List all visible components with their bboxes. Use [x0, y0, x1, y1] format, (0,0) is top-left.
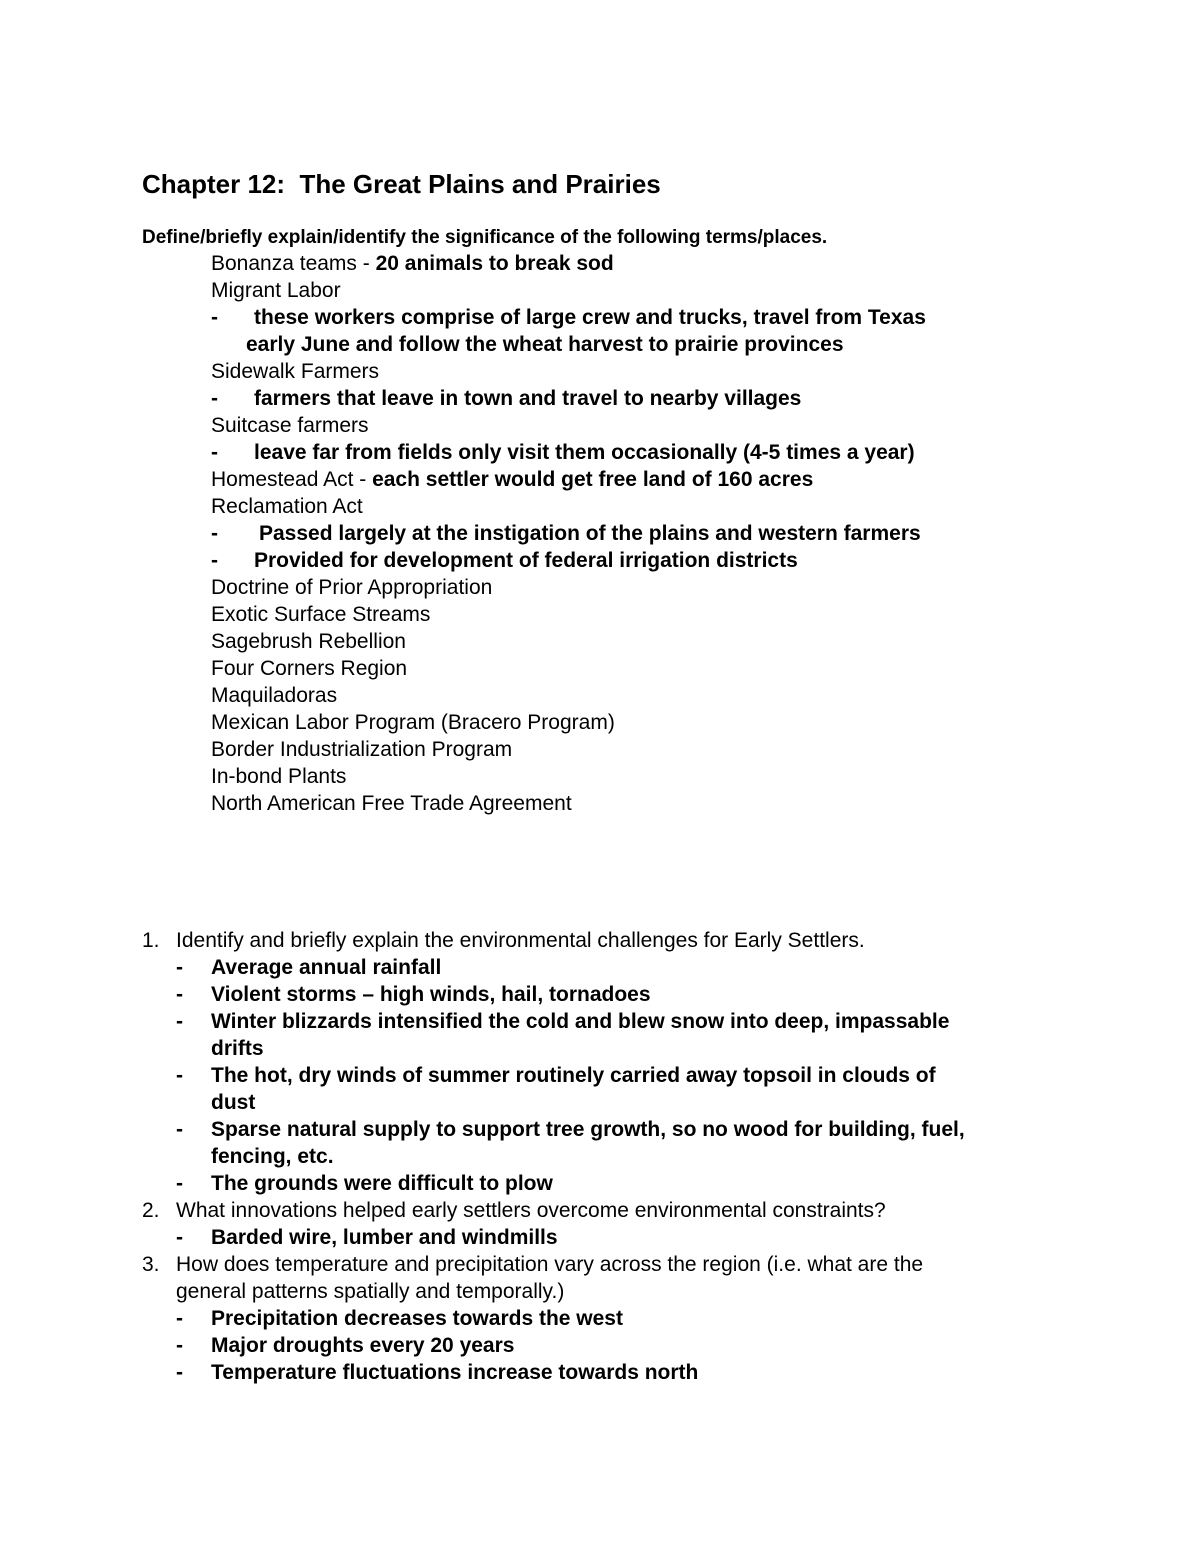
dash-bullet: - — [176, 1334, 183, 1357]
term-exotic-streams: Exotic Surface Streams — [211, 603, 431, 626]
term-definition: leave far from fields only visit them occasionally (4-5 times a year) — [254, 441, 915, 464]
chapter-title: Chapter 12: The Great Plains and Prairies — [142, 169, 661, 199]
dash-bullet: - — [176, 983, 183, 1006]
dash-bullet: - — [176, 1064, 183, 1087]
term-definition-row — [211, 547, 1111, 574]
term-suitcase-farmers: Suitcase farmers — [211, 414, 369, 437]
term-sagebrush: Sagebrush Rebellion — [211, 630, 406, 653]
question-item — [142, 1251, 1082, 1305]
question-text: What innovations helped early settlers overcome environmental constraints? — [176, 1199, 886, 1222]
question-number: 1. — [142, 929, 160, 952]
term-migrant-labor: Migrant Labor — [211, 279, 341, 302]
term-definition-continued: early June and follow the wheat harvest to prairie provinces — [246, 333, 844, 356]
answer-text: Winter blizzards intensified the cold and blew snow into deep, impassable drifts — [211, 1010, 950, 1060]
term-definition: 20 animals to break sod — [375, 252, 614, 275]
dash-bullet: - — [176, 1010, 183, 1033]
dash-bullet: - — [211, 387, 218, 410]
term-definition: farmers that leave in town and travel to nearby villages — [254, 387, 802, 410]
term-maquiladoras: Maquiladoras — [211, 684, 338, 707]
term-bracero: Mexican Labor Program (Bracero Program) — [211, 711, 615, 734]
question-text: How does temperature and precipitation vary across the region (i.e. what are the general patterns spatially and temporally.) — [176, 1253, 924, 1303]
answer-item — [142, 981, 1082, 1008]
term-label: Homestead Act - — [211, 468, 373, 491]
answer-text: Temperature fluctuations increase towards north — [211, 1361, 699, 1384]
term-definition: these workers comprise of large crew and trucks, travel from Texas — [254, 306, 926, 329]
term-label: Bonanza teams - — [211, 252, 376, 275]
answer-text: Major droughts every 20 years — [211, 1334, 515, 1357]
dash-bullet: - — [211, 549, 218, 572]
term-definition: Provided for development of federal irrigation districts — [254, 549, 798, 572]
answer-item — [142, 954, 1082, 981]
term-definition-row — [211, 439, 1111, 466]
answer-item — [142, 1008, 1082, 1062]
question-number: 2. — [142, 1199, 160, 1222]
answer-text: Violent storms – high winds, hail, tornadoes — [211, 983, 651, 1006]
answer-text: Sparse natural supply to support tree growth, so no wood for building, fuel, fencing, etc. — [211, 1118, 965, 1168]
question-text: Identify and briefly explain the environmental challenges for Early Settlers. — [176, 929, 865, 952]
term-nafta: North American Free Trade Agreement — [211, 792, 572, 815]
answer-text: The hot, dry winds of summer routinely carried away topsoil in clouds of dust — [211, 1064, 936, 1114]
instructions: Define/briefly explain/identify the significance of the following terms/places. — [142, 227, 828, 248]
term-definition-row — [211, 304, 1111, 331]
term-definition-row — [211, 520, 1111, 547]
dash-bullet: - — [211, 441, 218, 464]
answer-item — [142, 1359, 1082, 1386]
dash-bullet: - — [176, 1361, 183, 1384]
term-doctrine: Doctrine of Prior Appropriation — [211, 576, 493, 599]
term-border-program: Border Industrialization Program — [211, 738, 513, 761]
answer-item — [142, 1332, 1082, 1359]
answer-item — [142, 1224, 1082, 1251]
question-number: 3. — [142, 1253, 160, 1276]
answer-item — [142, 1062, 1082, 1116]
questions-list — [142, 927, 1082, 1386]
terms-list — [211, 250, 1111, 817]
term-definition: Passed largely at the instigation of the plains and western farmers — [259, 522, 921, 545]
term-inbond-plants: In-bond Plants — [211, 765, 347, 788]
term-definition-row — [211, 385, 1111, 412]
term-sidewalk-farmers: Sidewalk Farmers — [211, 360, 380, 383]
question-item — [142, 1197, 1082, 1224]
term-bonanza — [211, 250, 1111, 277]
term-reclamation-act: Reclamation Act — [211, 495, 363, 518]
answer-item — [142, 1116, 1082, 1170]
dash-bullet: - — [176, 1226, 183, 1249]
answer-text: Average annual rainfall — [211, 956, 442, 979]
answer-text: The grounds were difficult to plow — [211, 1172, 553, 1195]
answer-item — [142, 1305, 1082, 1332]
dash-bullet: - — [176, 1172, 183, 1195]
answer-text: Precipitation decreases towards the west — [211, 1307, 623, 1330]
dash-bullet: - — [211, 306, 218, 329]
term-homestead-act — [211, 466, 1111, 493]
question-item — [142, 927, 1082, 954]
answer-text: Barded wire, lumber and windmills — [211, 1226, 558, 1249]
dash-bullet: - — [176, 1307, 183, 1330]
answer-item — [142, 1170, 1082, 1197]
term-definition: each settler would get free land of 160 acres — [372, 468, 814, 491]
dash-bullet: - — [211, 522, 218, 545]
term-four-corners: Four Corners Region — [211, 657, 408, 680]
dash-bullet: - — [176, 1118, 183, 1141]
dash-bullet: - — [176, 956, 183, 979]
